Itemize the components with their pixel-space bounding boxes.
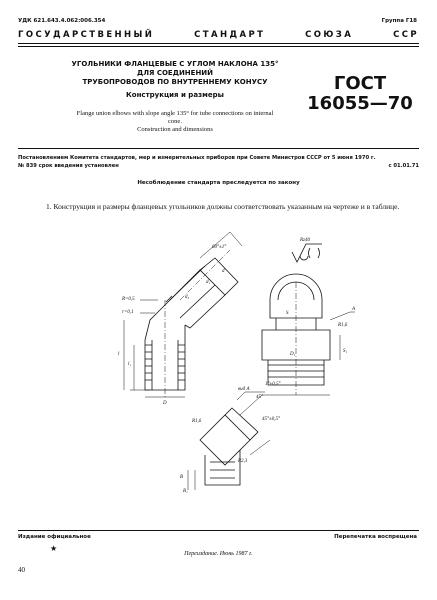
radius-label: R2,3 bbox=[238, 459, 248, 464]
footer-rule bbox=[18, 530, 419, 531]
radius-label: R=0,5 bbox=[122, 297, 135, 302]
decree-line: № 839 срок введения установлен bbox=[18, 163, 119, 169]
english-line: Construction and dimensions bbox=[137, 126, 213, 133]
wrench-size-label: S bbox=[286, 311, 289, 316]
radius-label: R1,6 bbox=[192, 419, 202, 424]
view-arrow-label: A bbox=[352, 307, 356, 312]
legal-warning: Несоблюдение стандарта преследуется по закону bbox=[137, 180, 300, 186]
reprint-notice: Перепечатка воспрещена bbox=[334, 534, 417, 540]
gost-number: 16055—70 bbox=[307, 93, 413, 114]
diameter-label: d₁ bbox=[206, 280, 211, 285]
clause-1: 1. Конструкция и размеры фланцевых угольников должны соответствовать указанным на чертеже и в таблице. bbox=[46, 202, 400, 211]
length-label: l₁ bbox=[128, 362, 132, 367]
star-icon: ★ bbox=[50, 544, 58, 553]
title-line: ДЛЯ СОЕДИНЕНИЙ bbox=[136, 69, 214, 77]
radius-label: r=0,1 bbox=[122, 310, 134, 315]
chamfer-label: 60°±1° bbox=[212, 245, 227, 250]
english-line: Flange union elbows with slope angle 135° for tube connections on internal cone. bbox=[76, 110, 274, 125]
diameter-label: D bbox=[163, 401, 167, 406]
elbow-section-view bbox=[124, 232, 242, 398]
banner-word: СТАНДАРТ bbox=[194, 30, 266, 40]
width-label: B bbox=[180, 475, 184, 480]
view-a-drawing bbox=[188, 392, 270, 490]
gost-label: ГОСТ bbox=[333, 73, 387, 94]
roughness-symbol bbox=[292, 244, 322, 262]
wrench-size-label: S₁ bbox=[343, 349, 348, 354]
decree-line: Постановлением Комитета стандартов, мер и измерительных приборов при Совете Министров СССР от 5 июня 1970 г. bbox=[18, 155, 376, 161]
radius-label: R1,6 bbox=[338, 323, 348, 328]
page-number: 40 bbox=[18, 566, 25, 574]
title-subtitle: Конструкция и размеры bbox=[126, 91, 224, 99]
official-edition: Издание официальное bbox=[18, 534, 91, 540]
roughness-label: Rz40 bbox=[300, 238, 310, 243]
title-line: ТРУБОПРОВОДОВ ПО ВНУТРЕННЕМУ КОНУСУ bbox=[82, 78, 268, 86]
edition-note: Переиздание. Июнь 1987 г. bbox=[184, 551, 253, 557]
diameter-label: d₃ bbox=[185, 295, 190, 300]
effective-date: с 01.01.71 bbox=[388, 163, 419, 169]
banner-word: ГОСУДАРСТВЕННЫЙ bbox=[18, 30, 155, 40]
view-a-label: вид A bbox=[238, 387, 250, 392]
group-code: Группа Г18 bbox=[381, 18, 417, 24]
title-line: УГОЛЬНИКИ ФЛАНЦЕВЫЕ С УГЛОМ НАКЛОНА 135° bbox=[71, 60, 279, 68]
banner-word: СОЮЗА bbox=[305, 30, 354, 40]
angle-label: 1°±0,5° bbox=[265, 382, 281, 387]
angle-label: 45°±0,5° bbox=[262, 417, 280, 422]
length-label: l bbox=[118, 352, 120, 357]
width-label: B₁ bbox=[183, 489, 188, 494]
elbow-side-view bbox=[262, 274, 355, 395]
angle-label: 45° bbox=[256, 395, 263, 400]
banner-word: ССР bbox=[393, 30, 419, 40]
diameter-label: D₁ bbox=[290, 352, 296, 357]
diameter-label: d bbox=[222, 269, 225, 274]
udk-code: УДК 621.643.4.062:006.354 bbox=[18, 18, 106, 24]
